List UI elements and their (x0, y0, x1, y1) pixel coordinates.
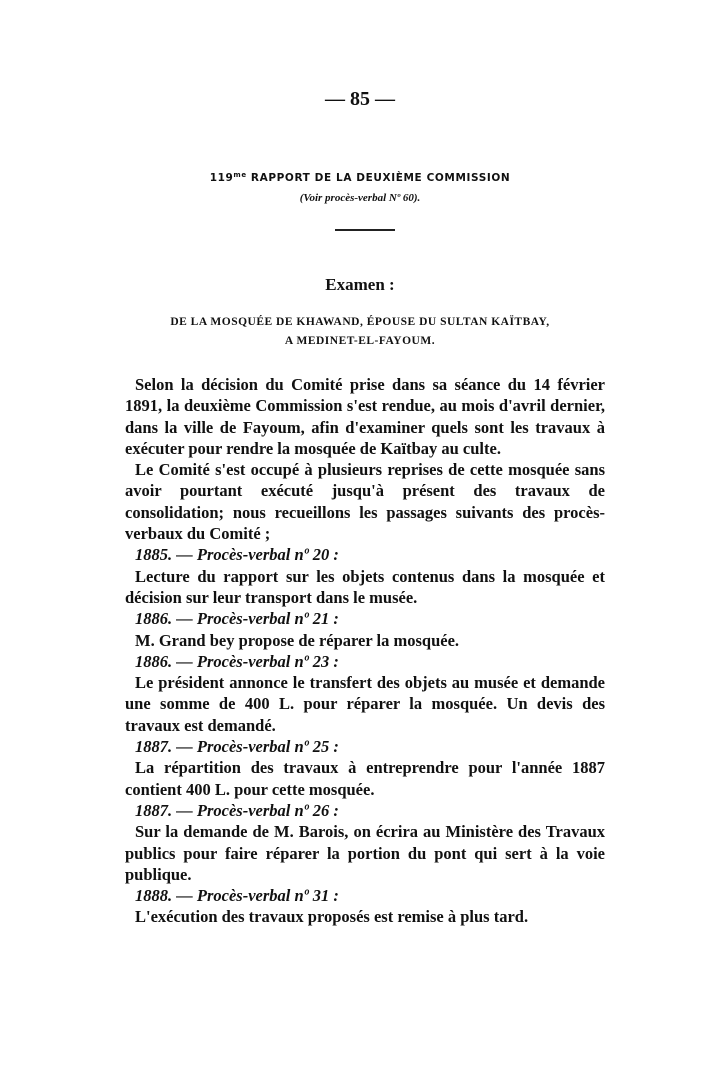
entry-heading: 1886. — Procès-verbal nº 21 : (135, 609, 339, 629)
entry-heading: 1887. — Procès-verbal nº 26 : (135, 800, 339, 820)
entry-text: Le président annonce le transfert des objets au musée et demande une somme de 400 L. pour réparer la mosquée. Un devis des travaux est demandé. (125, 673, 605, 735)
section-subject (0, 313, 720, 351)
report-reference: (Voir procès-verbal Nº 60). (299, 192, 421, 204)
entry-text: M. Grand bey propose de réparer la mosquée. (135, 630, 460, 650)
section-title: Examen : (325, 275, 395, 294)
entry-text: Sur la demande de M. Barois, on écrira au Ministère des Travaux publics pour faire réparer la portion du pont qui sert à la voie publique. (125, 822, 605, 884)
entry-heading: 1885. — Procès-verbal nº 20 : (135, 545, 339, 565)
entry-heading: 1886. — Procès-verbal nº 23 : (135, 651, 339, 671)
report-title (0, 171, 720, 184)
subject-line-2: A MEDINET-EL-FAYOUM. (284, 335, 436, 347)
entry-text: L'exécution des travaux proposés est remise à plus tard. (135, 907, 529, 927)
report-title-text: RAPPORT DE LA DEUXIÈME COMMISSION (246, 172, 511, 184)
report-number: 119 (209, 172, 234, 184)
entry-text: Lecture du rapport sur les objets contenus dans la mosquée et décision sur leur transport dans le musée. (125, 566, 605, 607)
entry-heading: 1887. — Procès-verbal nº 25 : (135, 737, 339, 757)
body-text (125, 374, 605, 928)
entry-text: La répartition des travaux à entreprendre pour l'année 1887 contient 400 L. pour cette mosquée. (125, 758, 605, 799)
divider-rule (335, 229, 395, 231)
paragraph-intro: Selon la décision du Comité prise dans sa séance du 14 février 1891, la deuxième Commission s'est rendue, au mois d'avril dernier, dans la ville de Fayoum, afin d'examiner quels sont les travaux à exécuter pour rendre la mosquée de Kaïtbay au culte. (125, 375, 605, 458)
page-number: — 85 — (325, 88, 395, 110)
subject-line-1: DE LA MOSQUÉE DE KHAWAND, ÉPOUSE DU SULTAN KAÏTBAY, (170, 316, 550, 328)
paragraph-context: Le Comité s'est occupé à plusieurs reprises de cette mosquée sans avoir pourtant exécuté jusqu'à présent des travaux de consolidation; nous recueillons les passages suivants des procès-verbaux du Comité ; (125, 460, 605, 544)
entry-heading: 1888. — Procès-verbal nº 31 : (135, 886, 339, 906)
report-ordinal-suffix: me (233, 171, 247, 179)
